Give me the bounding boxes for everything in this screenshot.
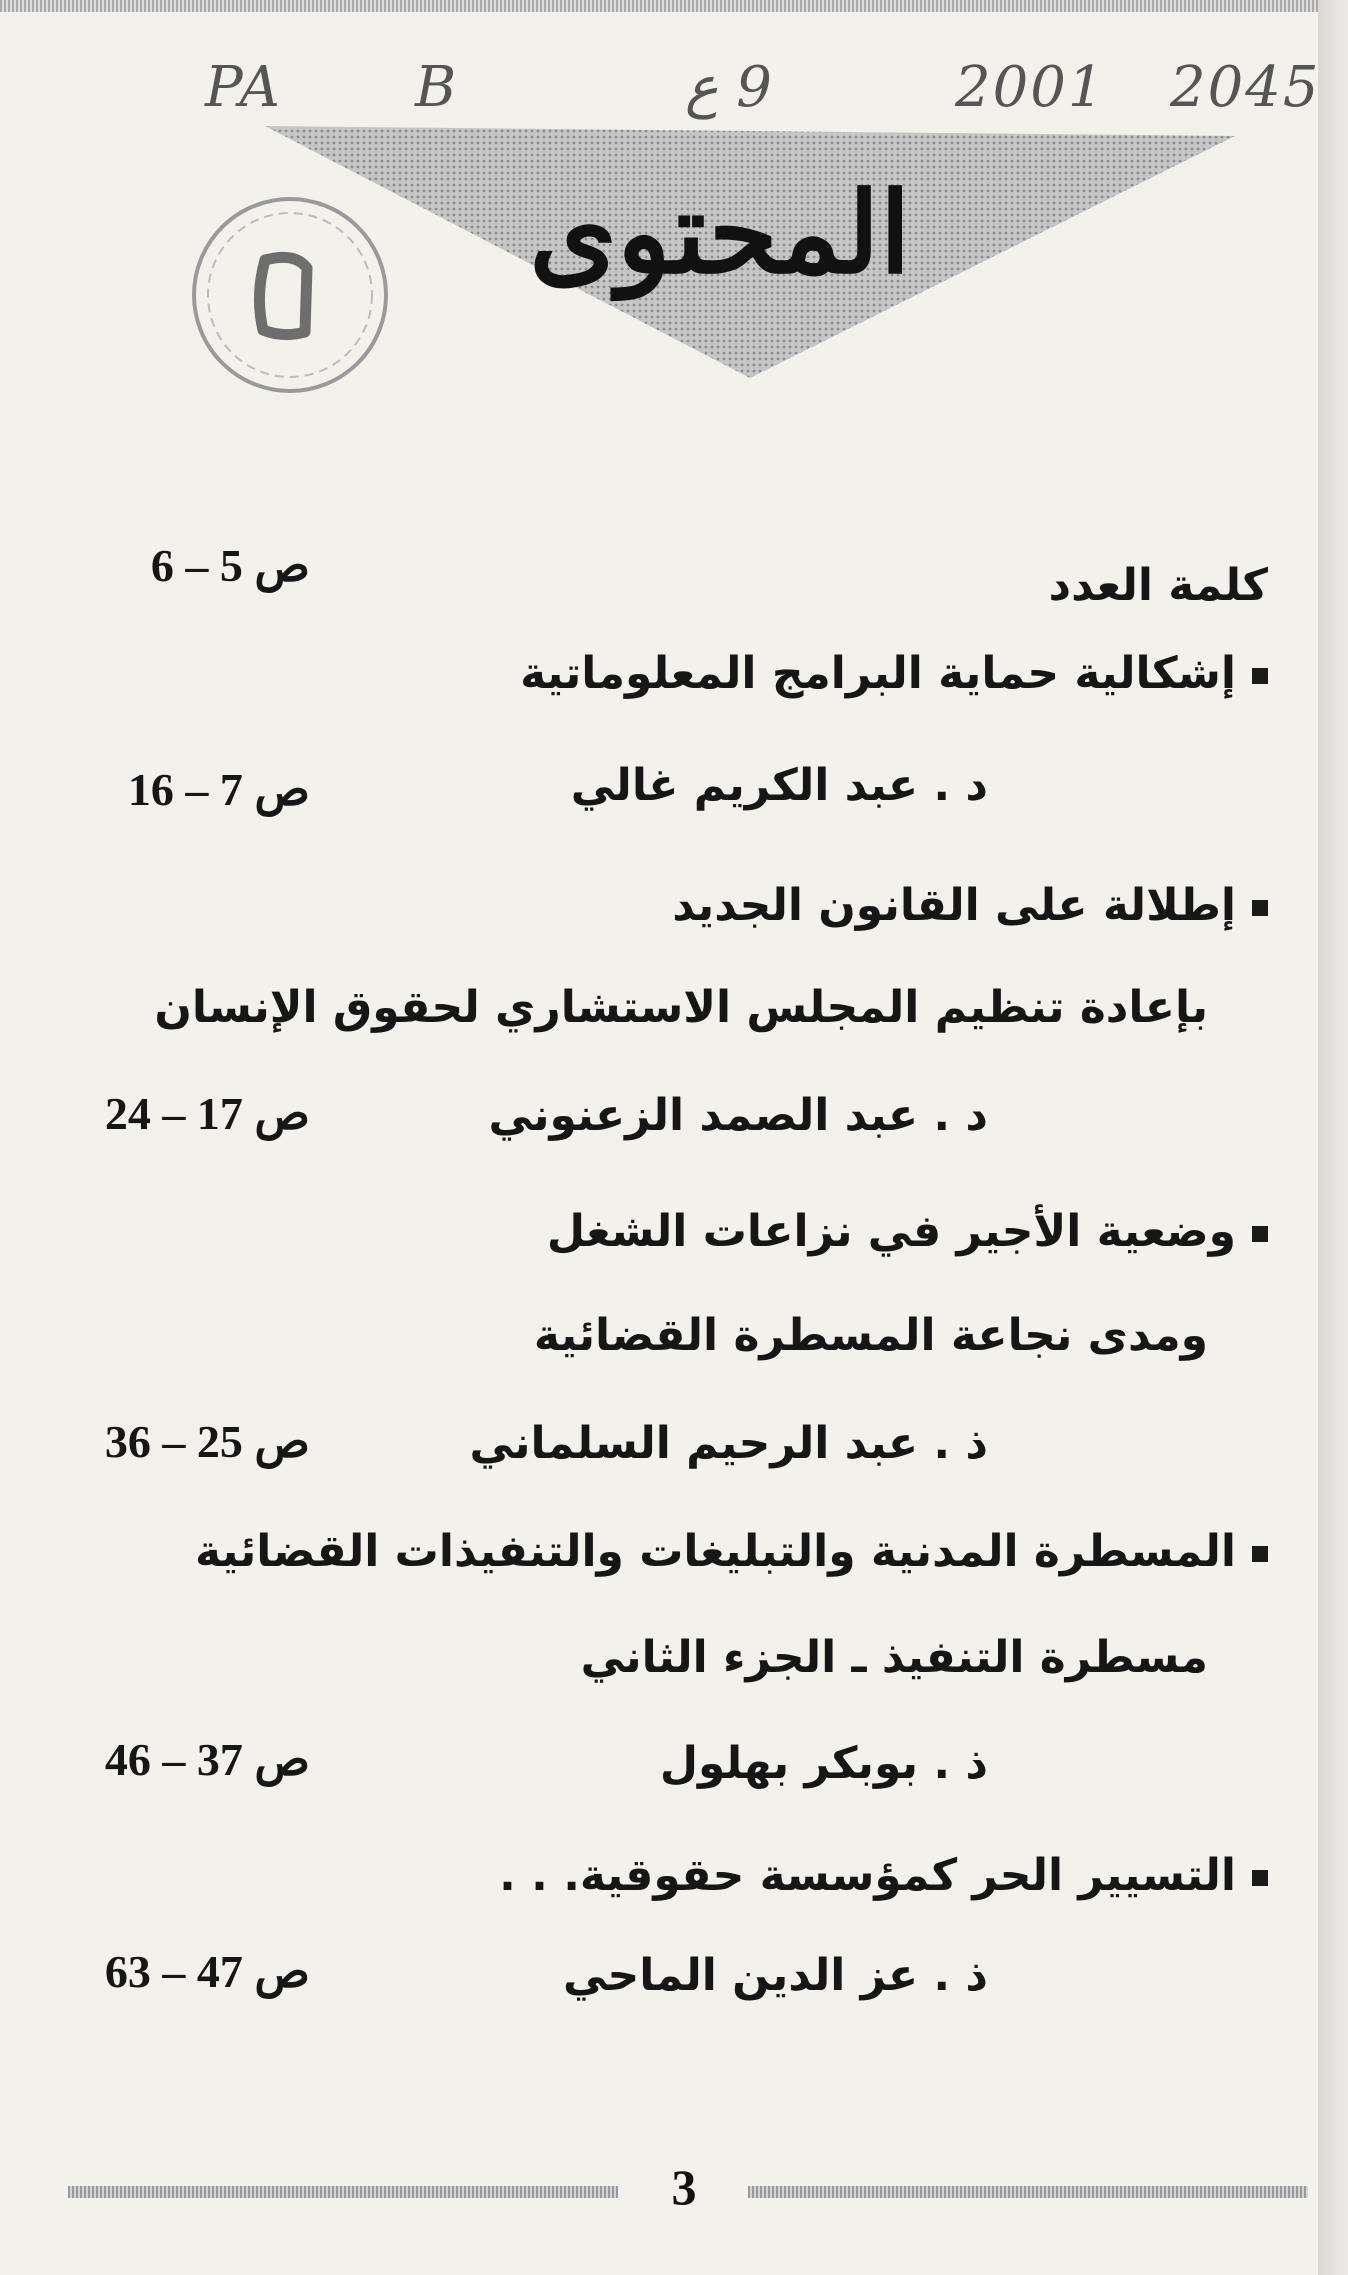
toc-author: ذ . عز الدين الماحي xyxy=(563,1950,988,2001)
toc-page-range: ص 17 – 24 xyxy=(104,1088,310,1139)
page-title: المحتوى xyxy=(529,168,911,299)
toc-page-range: ص 25 – 36 xyxy=(104,1416,310,1467)
toc-author: د . عبد الكريم غالي xyxy=(570,760,988,811)
handwritten-note-4: 2001 xyxy=(955,55,1106,120)
toc-page-range: ص 47 – 63 xyxy=(104,1946,310,1997)
toc-page-range: ص 5 – 6 xyxy=(150,540,310,591)
toc-page-range: ص 7 – 16 xyxy=(127,764,310,815)
toc-entry-title: إشكالية حماية البرامج المعلوماتية xyxy=(520,648,1236,699)
bullet-icon xyxy=(1252,668,1268,684)
toc-entry xyxy=(547,1206,1268,1257)
adjacent-page-edge xyxy=(1318,0,1348,2275)
handwritten-note-1: PA xyxy=(205,55,282,120)
library-stamp xyxy=(185,190,395,400)
toc-entry-title: المسطرة المدنية والتبليغات والتنفيذات القضائية xyxy=(195,1526,1236,1577)
toc-entry xyxy=(499,1850,1268,1901)
toc-author: ذ . عبد الرحيم السلماني xyxy=(469,1418,988,1469)
toc-author: د . عبد الصمد الزعنوني xyxy=(488,1090,988,1141)
toc-entry-title: إطلالة على القانون الجديد xyxy=(672,880,1236,931)
bullet-icon xyxy=(1252,900,1268,916)
toc-page-range: ص 37 – 46 xyxy=(104,1734,310,1785)
toc-entry-title: كلمة العدد xyxy=(1048,560,1268,611)
toc-title-continuation: مسطرة التنفيذ ـ الجزء الثاني xyxy=(580,1632,1208,1683)
handwritten-note-3: 9 ع xyxy=(685,55,772,120)
bullet-icon xyxy=(1252,1226,1268,1242)
footer-rule-left xyxy=(68,2186,618,2198)
toc-title-continuation: ومدى نجاعة المسطرة القضائية xyxy=(533,1310,1208,1361)
toc-entry xyxy=(195,1526,1268,1577)
toc-entry-title: التسيير الحر كمؤسسة حقوقية. . . xyxy=(499,1850,1236,1901)
top-rule xyxy=(0,0,1325,12)
handwritten-note-2: B xyxy=(415,55,459,120)
toc-entry-title: وضعية الأجير في نزاعات الشغل xyxy=(546,1206,1236,1257)
toc-author: ذ . بوبكر بهلول xyxy=(659,1738,988,1789)
handwritten-note-5: 2045 xyxy=(1170,55,1321,120)
toc-title-continuation: بإعادة تنظيم المجلس الاستشاري لحقوق الإنسان xyxy=(154,982,1208,1033)
toc-entry xyxy=(520,648,1268,699)
toc-entry xyxy=(672,880,1268,931)
page-number: 3 xyxy=(671,2159,697,2215)
bullet-icon xyxy=(1252,1870,1268,1886)
footer-rule-right xyxy=(748,2186,1308,2198)
bullet-icon xyxy=(1252,1546,1268,1562)
